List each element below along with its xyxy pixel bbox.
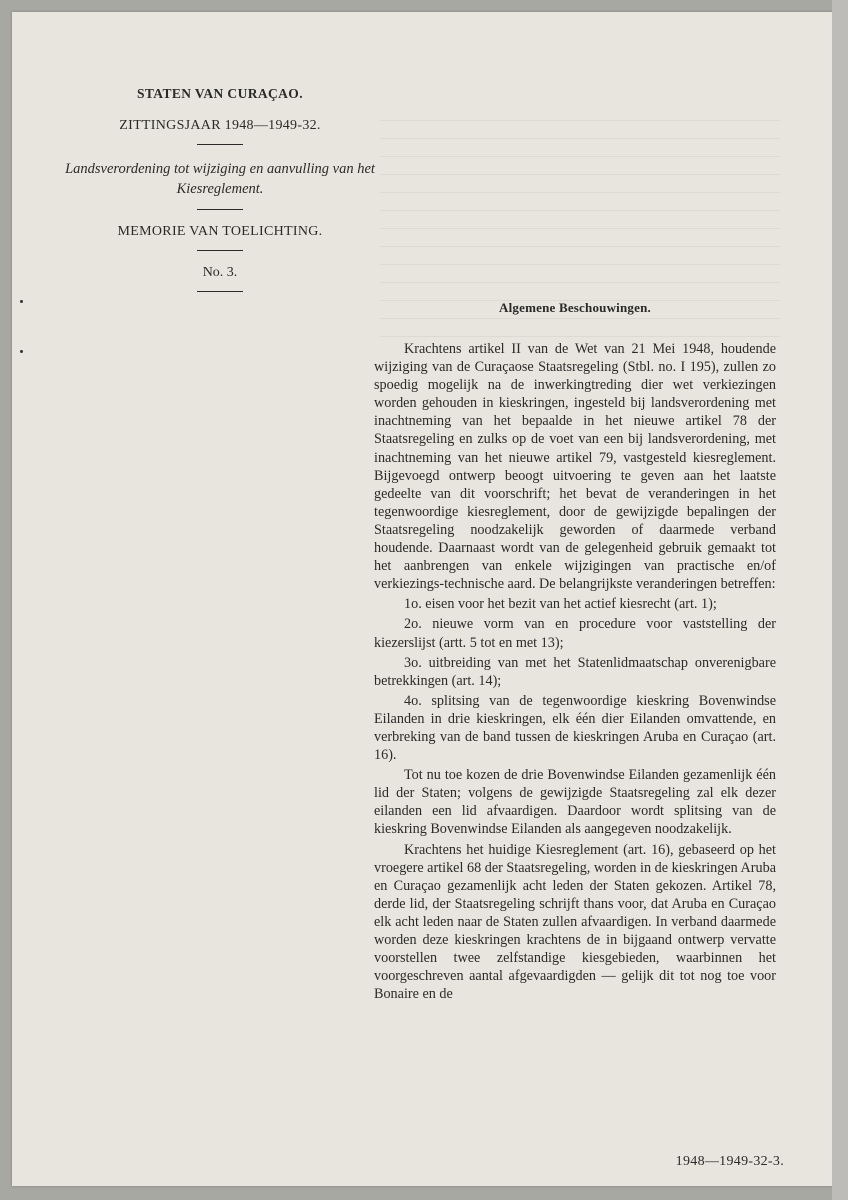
- list-item: 4o. splitsing van de tegenwoordige kieskring Bovenwindse Eilanden in drie kieskringen, elk één dier Eilanden omvattende, en verbreking van de band tussen de kieskringen Aruba en Curaçao (art. 16).: [374, 692, 776, 764]
- punch-mark: [20, 350, 23, 353]
- divider: [197, 209, 243, 210]
- document-header: [60, 86, 380, 306]
- scan-edge: [832, 0, 848, 1200]
- document-code: 1948—1949-32-3.: [675, 1154, 784, 1169]
- body-text: [374, 300, 776, 1005]
- divider: [197, 291, 243, 292]
- paragraph: Tot nu toe kozen de drie Bovenwindse Eilanden gezamenlijk één lid der Staten; volgens de gewijzigde Staatsregeling zal elk dezer eilanden een lid afvaardigen. Daardoor wordt splitsing van de kieskring Bovenwindse Eilanden als aangegeven noodzakelijk.: [374, 767, 776, 838]
- list-item: 2o. nieuwe vorm van en procedure voor vaststelling der kiezerslijst (artt. 5 tot en met 13);: [374, 616, 776, 651]
- document-type: MEMORIE VAN TOELICHTING.: [117, 224, 323, 239]
- list-item: 3o. uitbreiding van met het Statenlidmaatschap onverenigbare betrekkingen (art. 14);: [374, 654, 776, 689]
- document-number: No. 3.: [202, 265, 238, 280]
- divider: [197, 250, 243, 251]
- list-item: 1o. eisen voor het bezit van het actief kiesrecht (art. 1);: [404, 596, 717, 613]
- paragraph: Krachtens artikel II van de Wet van 21 Mei 1948, houdende wijziging van de Curaçaose Staatsregeling (Stbl. no. I 195), zullen zo spoedig mogelijk na de inwerkingtreding dier wet verkiezingen worden gehouden in kieskringen, ingesteld bij landsverordening met inachtneming van het bepaalde in het nieuwe artikel 78 der Staatsregeling en zulks op de voet van een bij landsverordening, met inachtneming van het nieuwe artikel 79, vastgesteld kiesreglement. Bijgevoegd ontwerp beoogt uitvoering te geven aan het laatste gedeelte van dit voorschrift; het bevat de veranderingen in het tegenwoordige kiesreglement, door de gewijzigde bepalingen der Staatsregeling noodzakelijk geworden of daarmede verband houdende. Daarnaast wordt van de gelegenheid gebruik gemaakt tot het aanbrengen van enkele wijzigingen van practische en/of verkiezings-technische aard. De belangrijkste veranderingen betreffen:: [374, 341, 776, 593]
- subject-title: Landsverordening tot wijziging en aanvulling van het Kiesreglement.: [65, 161, 375, 197]
- punch-mark: [20, 300, 23, 303]
- section-heading: Algemene Beschouwingen.: [499, 300, 651, 315]
- session-year: ZITTINGSJAAR 1948—1949-32.: [119, 118, 321, 133]
- divider: [197, 144, 243, 145]
- body-title: STATEN VAN CURAÇAO.: [136, 86, 303, 101]
- paragraph: Krachtens het huidige Kiesreglement (art. 16), gebaseerd op het vroegere artikel 68 der Staatsregeling, worden in de kieskringen Aruba en Curaçao gezamenlijk acht leden der Staten gekozen. Artikel 78, derde lid, der Staatsregeling schrijft thans voor, dat Aruba en Curaçao elk acht leden naar de Staten zullen afvaardigen. In verband daarmede worden deze kieskringen krachtens de in bijgaand ontwerp vervatte voorstellen twee zelfstandige kiesgebieden, waarbinnen het voorgeschreven aantal afgevaardigden — gelijk dit tot nog toe voor Bonaire en de: [374, 841, 776, 1003]
